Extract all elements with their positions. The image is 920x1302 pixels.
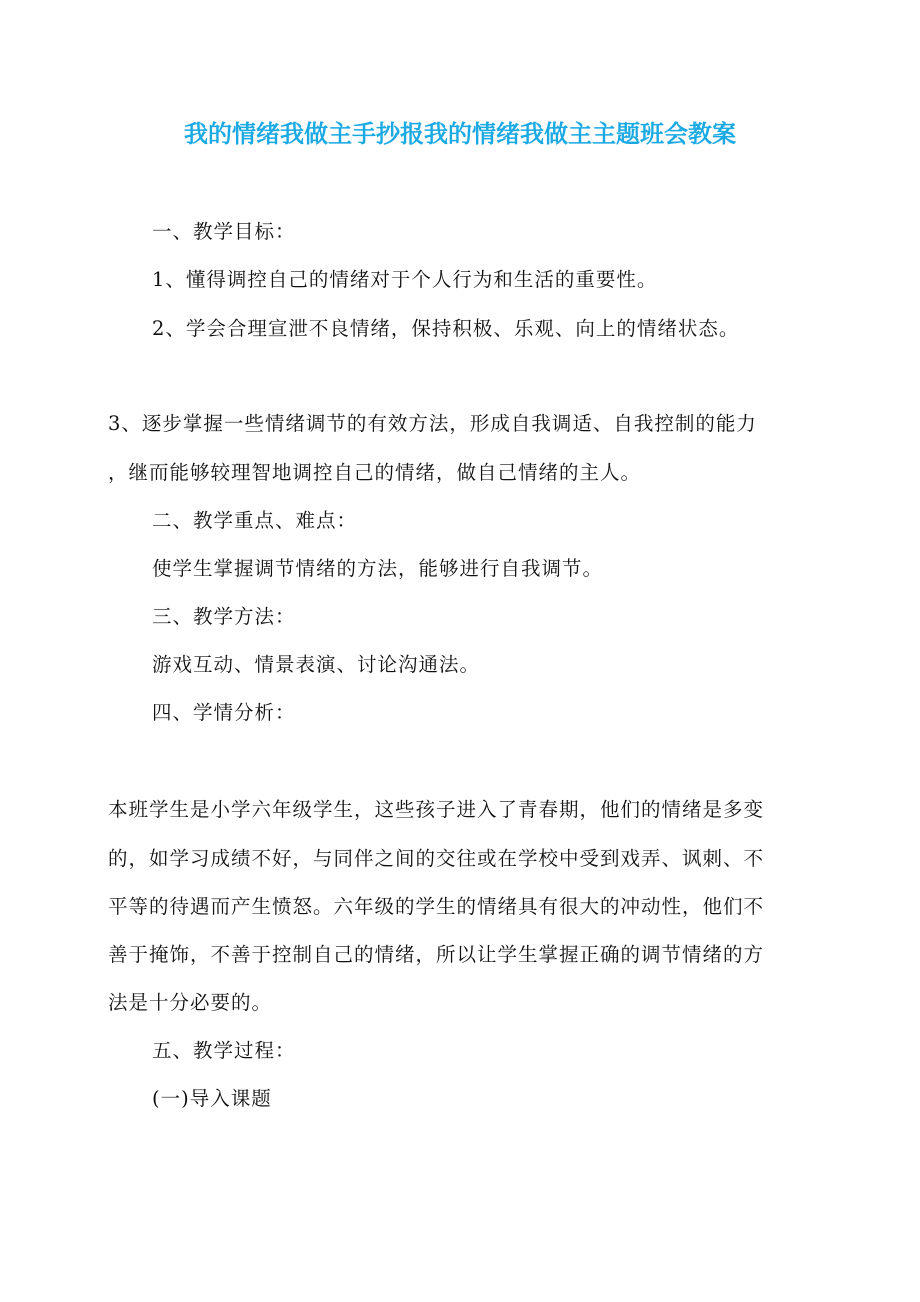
section-heading-teaching-process: 五、教学过程： — [152, 1039, 296, 1062]
student-analysis-line: 法是十分必要的。 — [108, 991, 273, 1014]
student-analysis-line: 本班学生是小学六年级学生，这些孩子进入了青春期，他们的情绪是多变 — [108, 798, 765, 821]
key-points-body: 使学生掌握调节情绪的方法，能够进行自我调节。 — [152, 557, 604, 580]
section-heading-student-analysis: 四、学情分析： — [152, 701, 296, 724]
subsection-introduction: (一)导入课题 — [152, 1087, 272, 1110]
section-heading-key-points: 二、教学重点、难点： — [152, 509, 358, 532]
goal-item-2: 2、学会合理宣泄不良情绪，保持积极、乐观、向上的情绪状态。 — [152, 317, 740, 340]
student-analysis-line: 的，如学习成绩不好，与同伴之间的交往或在学校中受到戏弄、讽刺、不 — [108, 847, 765, 870]
goal-item-3-line-1: 3、逐步掌握一些情绪调节的有效方法，形成自我调适、自我控制的能力 — [108, 412, 757, 435]
goal-item-1: 1、懂得调控自己的情绪对于个人行为和生活的重要性。 — [152, 268, 658, 291]
section-heading-teaching-methods: 三、教学方法： — [152, 605, 296, 628]
student-analysis-line: 平等的待遇而产生愤怒。六年级的学生的情绪具有很大的冲动性，他们不 — [108, 895, 765, 918]
document-title: 我的情绪我做主手抄报我的情绪我做主主题班会教案 — [184, 120, 736, 148]
teaching-methods-body: 游戏互动、情景表演、讨论沟通法。 — [152, 653, 481, 676]
goal-item-3-line-2: ，继而能够较理智地调控自己的情绪，做自己情绪的主人。 — [108, 461, 642, 484]
section-heading-teaching-goals: 一、教学目标： — [152, 220, 296, 243]
student-analysis-line: 善于掩饰，不善于控制自己的情绪，所以让学生掌握正确的调节情绪的方 — [108, 943, 765, 966]
